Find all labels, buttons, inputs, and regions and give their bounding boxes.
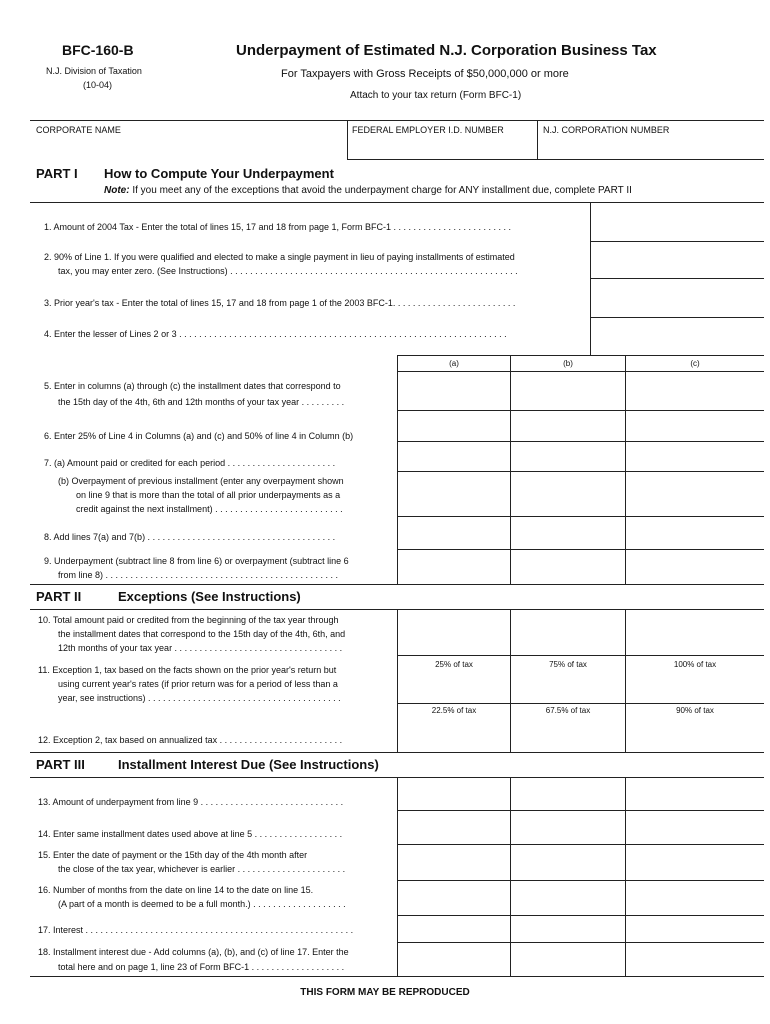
line-5-label: 5. Enter in columns (a) through (c) the installment dates that correspond to — [44, 381, 341, 391]
part1-label: PART I — [36, 166, 78, 181]
line-1-label: 1. Amount of 2004 Tax - Enter the total of lines 15, 17 and 18 from page 1, Form BFC-1 . . . . . . . . . . . . . . . . . . . . . . . . — [44, 222, 512, 232]
line-4-label: 4. Enter the lesser of Lines 2 or 3 . . . . . . . . . . . . . . . . . . . . . . . . . . . . . . . . . . . . . . . . . . . . . . . . . . . . . . . . . . . . . . . . . . — [44, 329, 507, 339]
corporate-name-field[interactable] — [32, 136, 344, 156]
reproduction-note: THIS FORM MAY BE REPRODUCED — [300, 987, 470, 998]
line-2-label: 2. 90% of Line 1. If you were qualified and elected to make a single payment in lieu of paying installments of estimated — [44, 252, 515, 262]
part1-title: How to Compute Your Underpayment — [104, 166, 334, 181]
line-11-label-cont1: using current year's rates (if prior return was for a period of less than a — [58, 679, 338, 689]
form-title: Underpayment of Estimated N.J. Corporation Business Tax — [236, 42, 657, 59]
line-10-label-cont1: the installment dates that correspond to the 15th day of the 4th, 6th, and — [58, 629, 346, 639]
nj-corp-number-label: N.J. CORPORATION NUMBER — [543, 125, 670, 135]
note-label: Note: — [104, 185, 130, 196]
line-14-label: 14. Enter same installment dates used above at line 5 . . . . . . . . . . . . . . . . . . — [38, 829, 343, 839]
line-9-label-cont: from line 8) . . . . . . . . . . . . . . . . . . . . . . . . . . . . . . . . . . . . . . . . . . . . . . . — [58, 570, 339, 580]
line-12-pct-a: 22.5% of tax — [431, 706, 477, 715]
line-15-label-cont: the close of the tax year, whichever is earlier . . . . . . . . . . . . . . . . . . . . . . — [58, 864, 346, 874]
line-12-pct-c: 90% of tax — [676, 706, 714, 715]
corporate-name-label: CORPORATE NAME — [36, 125, 121, 135]
division-name: N.J. Division of Taxation — [46, 66, 142, 76]
nj-corp-number-field[interactable] — [540, 136, 762, 156]
line-7b-label-cont1: on line 9 that is more than the total of all prior underpayments as a — [76, 490, 341, 500]
line-3-label: 3. Prior year's tax - Enter the total of lines 15, 17 and 18 from page 1 of the 2003 BFC-1. . . . . . . . . . . . . . . . . . . . . . . . . — [44, 298, 516, 308]
line-15-label: 15. Enter the date of payment or the 15th day of the 4th month after — [38, 850, 308, 860]
fein-field[interactable] — [350, 136, 534, 156]
line-16-label-cont: (A part of a month is deemed to be a full month.) . . . . . . . . . . . . . . . . . . . — [58, 899, 346, 909]
col-c-header: (c) — [690, 359, 700, 368]
line-2-label-cont: tax, you may enter zero. (See Instructions) . . . . . . . . . . . . . . . . . . . . . . . . . . . . . . . . . . . . . . . . . . . . . . . . . . . . . . . . . . — [58, 266, 518, 276]
line-7b-label-cont2: credit against the next installment) . . . . . . . . . . . . . . . . . . . . . . . . . . — [76, 504, 343, 514]
line-3-amount[interactable] — [592, 280, 762, 315]
line-18-label-cont: total here and on page 1, line 23 of Form BFC-1 . . . . . . . . . . . . . . . . . . . — [58, 962, 345, 972]
note-text: If you meet any of the exceptions that avoid the underpayment charge for ANY installment due, complete PART II — [132, 185, 632, 196]
line-8-label: 8. Add lines 7(a) and 7(b) . . . . . . . . . . . . . . . . . . . . . . . . . . . . . . . . . . . . . . — [44, 532, 336, 542]
line-13-label: 13. Amount of underpayment from line 9 . . . . . . . . . . . . . . . . . . . . . . . . . . . . . — [38, 797, 344, 807]
line-17-label: 17. Interest . . . . . . . . . . . . . . . . . . . . . . . . . . . . . . . . . . . . . . . . . . . . . . . . . . . . . . — [38, 925, 354, 935]
line-7a-label: 7. (a) Amount paid or credited for each period . . . . . . . . . . . . . . . . . . . . . . — [44, 458, 336, 468]
line-11-label-cont2: year, see instructions) . . . . . . . . . . . . . . . . . . . . . . . . . . . . . . . . . . . . . . . — [58, 693, 341, 703]
form-subtitle: For Taxpayers with Gross Receipts of $50,000,000 or more — [281, 68, 569, 80]
form-revision: (10-04) — [83, 80, 113, 90]
line-6-label: 6. Enter 25% of Line 4 in Columns (a) and (c) and 50% of line 4 in Column (b) — [44, 431, 354, 441]
line-11-pct-a: 25% of tax — [435, 660, 473, 669]
col-b-header: (b) — [563, 359, 573, 368]
part3-label: PART III — [36, 757, 85, 772]
line-12-pct-b: 67.5% of tax — [545, 706, 591, 715]
part3-title: Installment Interest Due (See Instructions) — [118, 757, 379, 772]
part1-note — [104, 185, 632, 196]
line-10-label: 10. Total amount paid or credited from the beginning of the tax year through — [38, 615, 339, 625]
line-2-amount[interactable] — [592, 243, 762, 276]
part2-label: PART II — [36, 589, 82, 604]
part2-title: Exceptions (See Instructions) — [118, 589, 301, 604]
line-5-label-cont: the 15th day of the 4th, 6th and 12th months of your tax year . . . . . . . . . — [58, 397, 345, 407]
line-16-label: 16. Number of months from the date on line 14 to the date on line 15. — [38, 885, 314, 895]
line-12-label: 12. Exception 2, tax based on annualized tax . . . . . . . . . . . . . . . . . . . . . . . . . — [38, 735, 343, 745]
attach-note: Attach to your tax return (Form BFC-1) — [350, 90, 522, 101]
line-11-pct-b: 75% of tax — [549, 660, 587, 669]
line-18-label: 18. Installment interest due - Add columns (a), (b), and (c) of line 17. Enter the — [38, 947, 349, 957]
fein-label: FEDERAL EMPLOYER I.D. NUMBER — [352, 125, 504, 135]
line-10-label-cont2: 12th months of your tax year . . . . . . . . . . . . . . . . . . . . . . . . . . . . . . . . . . — [58, 643, 343, 653]
line-4-amount[interactable] — [592, 319, 762, 353]
col-a-header: (a) — [449, 359, 459, 368]
line-11-label: 11. Exception 1, tax based on the facts shown on the prior year's return but — [38, 665, 337, 675]
form-id: BFC-160-B — [62, 42, 134, 58]
line-7b-label: (b) Overpayment of previous installment (enter any overpayment shown — [58, 476, 344, 486]
line-1-amount[interactable] — [592, 204, 762, 239]
line-9-label: 9. Underpayment (subtract line 8 from line 6) or overpayment (subtract line 6 — [44, 556, 349, 566]
line-11-pct-c: 100% of tax — [673, 660, 717, 669]
